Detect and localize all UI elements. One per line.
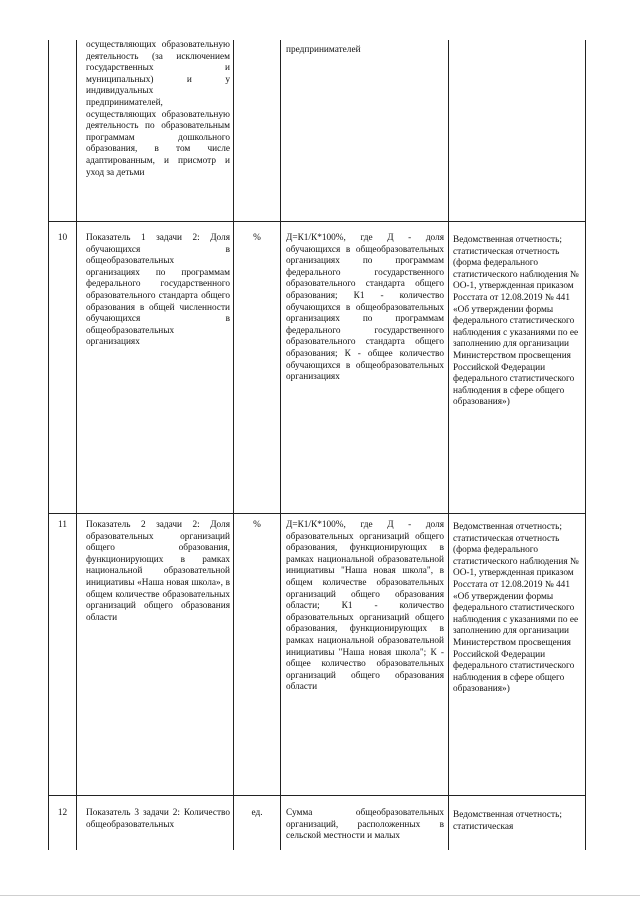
column-border — [48, 40, 49, 850]
indicator-name: Показатель 1 задачи 2: Доля обучающихся в общеобразовательных организациях по программам федерального государственного образовательного стандарта общего образования в общей численности обучающихся в общеобразовательных организациях — [86, 233, 230, 348]
calculation-method: предпринимателей — [286, 45, 361, 55]
indicator-name: Показатель 3 задачи 2: Количество общеобразовательных — [86, 808, 230, 830]
data-source: Ведомственная отчетность; статистическая — [453, 810, 562, 832]
row-number: 10 — [57, 233, 68, 243]
column-border — [448, 40, 449, 850]
column-border — [280, 40, 281, 850]
indicator-name: Показатель 2 задачи 2: Доля образовательных организаций общего образования, функционирующих в рамках национальной образовательной инициативы «Наша новая школа», в общем количестве образовательных организаций общего образования области — [86, 520, 230, 623]
column-border — [76, 40, 77, 850]
data-source: Ведомственная отчетность; статистическая отчетность (форма федерального статистического наблюдения № ОО-1, утвержденная приказом Росстата от 12.08.2019 № 441 «Об утверждении формы федерального статистического наблюдения с указаниями по ее заполнению для организации Министерством просвещения Российской Федерации федерального статистического наблюдения в сфере общего образования») — [453, 235, 579, 408]
column-border — [233, 40, 234, 850]
calculation-method: Д=К1/К*100%, где Д - доля обучающихся в общеобразовательных организациях по программам федерального государственного образовательного стандарта общего образования; К1 - количество обучающихся в общеобразовательных организациях по программам федерального государственного образовательного стандарта общего образования; К - общее количество обучающихся в общеобразовательных организациях — [286, 233, 444, 383]
indicators-table — [48, 40, 586, 850]
row-border — [48, 221, 586, 222]
indicator-name: осуществляющих образовательную деятельность (за исключением государственных и муниципальных) и у индивидуальных предпринимателей, осуществляющих образовательную деятельность по образовательным программам дошкольного образования, в том числе адаптированным, и присмотр и уход за детьми — [86, 40, 230, 178]
calculation-method: Д=К1/К*100%, где Д - доля образовательных организаций общего образования, функционирующих в рамках национальной образовательной инициативы "Наша новая школа", в общем количестве образовательных организаций общего образования области; К1 - количество образовательных организаций общего образования, функционирующих в рамках национальной образовательной инициативы "Наша новая школа"; К - общее количество образовательных организаций общего образования области — [286, 520, 444, 693]
row-border — [48, 513, 586, 514]
column-border — [585, 40, 586, 850]
row-number: 11 — [58, 520, 67, 530]
row-number: 12 — [57, 808, 68, 818]
unit-of-measure: % — [253, 233, 261, 243]
unit-of-measure: ед. — [251, 808, 263, 818]
page-bottom-edge — [0, 895, 640, 896]
data-source: Ведомственная отчетность; статистическая отчетность (форма федерального статистического наблюдения № ОО-1, утвержденная приказом Росстата от 12.08.2019 № 441 «Об утверждении формы федерального статистического наблюдения с указаниями по ее заполнению для организации Министерством просвещения Российской Федерации федерального статистического наблюдения в сфере общего образования») — [453, 522, 579, 695]
unit-of-measure: % — [253, 520, 261, 530]
calculation-method: Сумма общеобразовательных организаций, расположенных в сельской местности и малых — [286, 808, 444, 842]
row-border — [48, 795, 586, 796]
